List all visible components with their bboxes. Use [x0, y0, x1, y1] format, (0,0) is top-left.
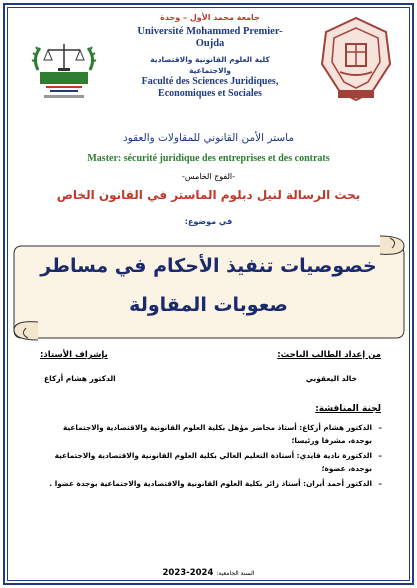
committee-member: – الدكتور هشام أزكاغ: أستاذ محاضر مؤهل بكلية العلوم القانونية والاقتصادية والاجتماعية بوجدة، مشرفا ورئيسا؛	[46, 422, 382, 447]
university-name-fr-line2: Oujda	[195, 38, 225, 49]
faculty-name-fr	[100, 76, 320, 99]
university-name-fr	[100, 26, 320, 50]
academic-year	[20, 568, 397, 578]
thesis-heading: بحث الرسالة لنيل دبلوم الماستر في القانون الخاص	[56, 188, 361, 202]
academic-year-label: السنة الجامعية:	[216, 570, 255, 577]
master-program-ar: ماستر الأمن القانوني للمقاولات والعقود	[123, 132, 294, 144]
master-program-logo	[28, 40, 100, 102]
supervised-by-label: بإشراف الأستاذ:	[40, 350, 108, 360]
cohort-label: -الفوج الخامس-	[181, 172, 236, 181]
supervisor-name: الدكتور هشام أزكاغ	[44, 374, 116, 383]
thesis-title-line2: صعوبات المقاولة	[129, 294, 288, 316]
committee-member: – الدكتور أحمد أبران: أستاذ زائر بكلية العلوم القانونية والاقتصادية والاجتماعية بوجدة عضوا .	[46, 478, 382, 491]
faculty-name-fr-line2: Economiques et Sociales	[158, 87, 262, 99]
title-scroll-banner	[8, 232, 410, 344]
university-name-fr-line1: Université Mohammed Premier-	[137, 26, 283, 37]
committee-member: – الدكتورة نادية قايدي: أستاذة التعليم العالي بكلية العلوم القانونية والاقتصادية والاجتماعية بوجدة، عضوة؛	[46, 450, 382, 475]
university-logo	[316, 16, 396, 102]
faculty-name-ar	[100, 54, 320, 76]
topic-label: في موضوع:	[184, 217, 233, 226]
committee-list	[46, 422, 382, 494]
student-name: خالد اليعقوبي	[305, 374, 357, 383]
master-program-fr: Master: sécurité juridique des entreprises et des contrats	[87, 153, 330, 164]
faculty-name-ar-line2: والاجتماعية	[189, 66, 231, 75]
academic-year-value: 2024-2023	[162, 568, 214, 578]
prepared-by-label: من إعداد الطالب الباحث:	[277, 350, 381, 360]
thesis-title-line1: خصوصيات تنفيذ الأحكام في مساطر	[40, 255, 377, 277]
faculty-name-fr-line1: Faculté des Sciences Juridiques,	[141, 76, 279, 87]
university-name-ar: جامعة محمد الأول – وجدة	[160, 13, 260, 22]
faculty-name-ar-line1: كلية العلوم القانونية والاقتصادية	[150, 55, 270, 64]
committee-title: لجنة المناقشة:	[315, 404, 381, 414]
